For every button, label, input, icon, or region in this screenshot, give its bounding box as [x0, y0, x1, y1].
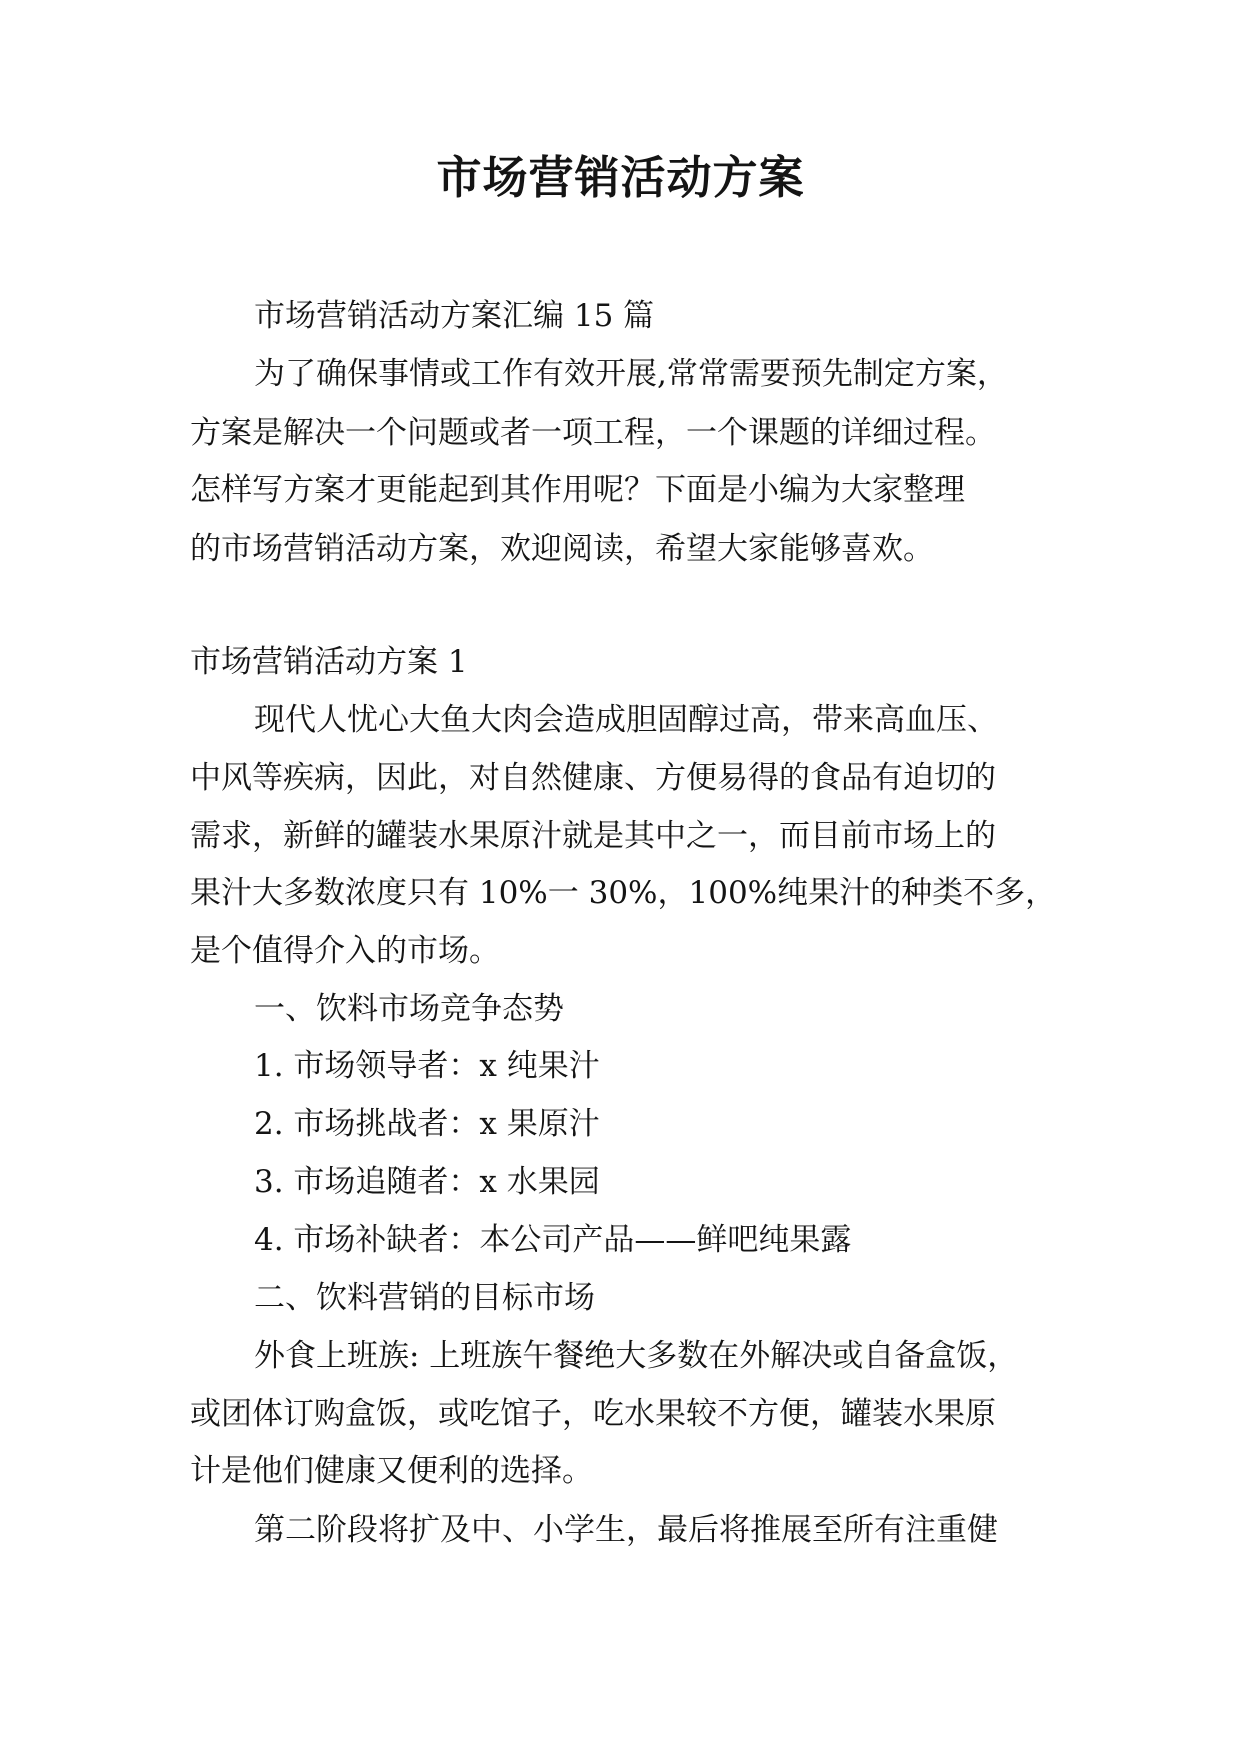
paragraph-line: 现代人忧心大鱼大肉会造成胆固醇过高，带来高血压、: [254, 702, 998, 738]
document-subtitle: 市场营销活动方案汇编 15 篇: [254, 298, 655, 334]
list-item: 4. 市场补缺者：本公司产品——鲜吧纯果露: [254, 1222, 852, 1258]
paragraph-line: 果汁大多数浓度只有 10%一 30%，100%纯果汁的种类不多，: [190, 875, 1057, 911]
paragraph-line: 外食上班族: 上班族午餐绝大多数在外解决或自备盒饭，: [254, 1338, 1019, 1374]
paragraph-line: 是个值得介入的市场。: [190, 933, 500, 969]
heading-target: 二、饮料营销的目标市场: [254, 1280, 595, 1316]
paragraph-line: 第二阶段将扩及中、小学生，最后将推展至所有注重健: [254, 1512, 998, 1548]
paragraph-line: 中风等疾病，因此，对自然健康、方便易得的食品有迫切的: [190, 760, 996, 796]
list-item: 3. 市场追随者：x 水果园: [254, 1164, 600, 1200]
intro-line: 为了确保事情或工作有效开展,常常需要预先制定方案，: [254, 356, 1008, 392]
list-item: 1. 市场领导者：x 纯果汁: [254, 1048, 600, 1084]
paragraph-line: 或团体订购盒饭，或吃馆子，吃水果较不方便，罐装水果原: [190, 1396, 996, 1432]
intro-line: 方案是解决一个问题或者一项工程，一个课题的详细过程。: [190, 415, 996, 451]
section-heading: 市场营销活动方案 1: [190, 644, 468, 680]
document-title: 市场营销活动方案: [436, 151, 805, 204]
paragraph-line: 计是他们健康又便利的选择。: [190, 1453, 593, 1489]
heading-competition: 一、饮料市场竞争态势: [254, 991, 564, 1027]
paragraph-line: 需求，新鲜的罐装水果原汁就是其中之一，而目前市场上的: [190, 818, 996, 854]
intro-line: 的市场营销活动方案，欢迎阅读，希望大家能够喜欢。: [190, 531, 934, 567]
list-item: 2. 市场挑战者：x 果原汁: [254, 1106, 600, 1142]
intro-line: 怎样写方案才更能起到其作用呢？下面是小编为大家整理: [190, 472, 965, 508]
